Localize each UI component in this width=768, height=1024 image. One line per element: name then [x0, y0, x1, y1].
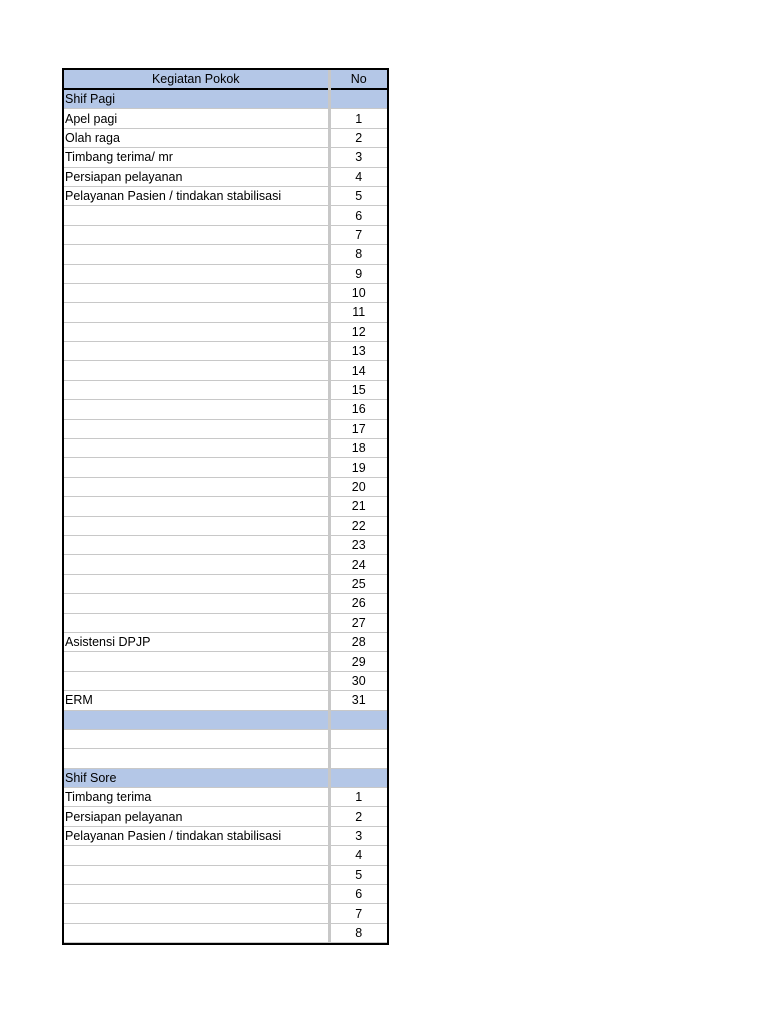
cell-kegiatan[interactable]: Persiapan pelayanan — [64, 807, 329, 826]
cell-kegiatan[interactable]: Persiapan pelayanan — [64, 167, 329, 186]
cell-no[interactable]: 26 — [329, 594, 387, 613]
cell-no[interactable]: 25 — [329, 574, 387, 593]
cell-no[interactable]: 29 — [329, 652, 387, 671]
table-row — [64, 594, 387, 613]
cell-kegiatan[interactable] — [64, 380, 329, 399]
cell-no[interactable]: 12 — [329, 322, 387, 341]
table-row — [64, 400, 387, 419]
cell-no[interactable]: 10 — [329, 283, 387, 302]
cell-kegiatan[interactable] — [64, 342, 329, 361]
table-row — [64, 458, 387, 477]
cell-no[interactable]: 7 — [329, 904, 387, 923]
cell-no[interactable] — [329, 729, 387, 748]
cell-no[interactable]: 19 — [329, 458, 387, 477]
cell-no[interactable]: 5 — [329, 865, 387, 884]
table-row — [64, 264, 387, 283]
table-row — [64, 283, 387, 302]
cell-kegiatan[interactable]: Shif Pagi — [64, 89, 329, 109]
table-row — [64, 652, 387, 671]
cell-no[interactable]: 27 — [329, 613, 387, 632]
cell-no[interactable] — [329, 89, 387, 109]
cell-kegiatan[interactable]: ERM — [64, 691, 329, 710]
table-row — [64, 807, 387, 826]
cell-no[interactable]: 17 — [329, 419, 387, 438]
cell-no[interactable]: 3 — [329, 826, 387, 845]
cell-kegiatan[interactable] — [64, 594, 329, 613]
table-row — [64, 729, 387, 748]
table-row — [64, 477, 387, 496]
cell-no[interactable]: 18 — [329, 439, 387, 458]
cell-no[interactable]: 13 — [329, 342, 387, 361]
table-row — [64, 419, 387, 438]
cell-kegiatan[interactable]: Shif Sore — [64, 768, 329, 787]
cell-kegiatan[interactable] — [64, 846, 329, 865]
cell-no[interactable]: 28 — [329, 632, 387, 651]
cell-kegiatan[interactable] — [64, 865, 329, 884]
header-no[interactable]: No — [329, 70, 387, 89]
section-row — [64, 768, 387, 787]
table-row — [64, 826, 387, 845]
cell-kegiatan[interactable] — [64, 303, 329, 322]
activity-grid — [64, 70, 387, 943]
table-row — [64, 885, 387, 904]
table-row — [64, 109, 387, 128]
cell-kegiatan[interactable]: Asistensi DPJP — [64, 632, 329, 651]
cell-kegiatan[interactable]: Apel pagi — [64, 109, 329, 128]
cell-kegiatan[interactable] — [64, 555, 329, 574]
activity-table — [62, 68, 389, 945]
table-row — [64, 380, 387, 399]
table-row — [64, 632, 387, 651]
table-row — [64, 245, 387, 264]
table-row — [64, 555, 387, 574]
cell-no[interactable]: 7 — [329, 225, 387, 244]
header-kegiatan-pokok[interactable]: Kegiatan Pokok — [64, 70, 329, 89]
cell-kegiatan[interactable] — [64, 264, 329, 283]
table-row — [64, 342, 387, 361]
cell-no[interactable]: 8 — [329, 245, 387, 264]
cell-kegiatan[interactable] — [64, 516, 329, 535]
cell-kegiatan[interactable] — [64, 400, 329, 419]
table-row — [64, 497, 387, 516]
cell-no[interactable]: 6 — [329, 885, 387, 904]
cell-no[interactable]: 31 — [329, 691, 387, 710]
cell-no[interactable]: 6 — [329, 206, 387, 225]
cell-kegiatan[interactable] — [64, 322, 329, 341]
table-row — [64, 439, 387, 458]
cell-kegiatan[interactable]: Pelayanan Pasien / tindakan stabilisasi — [64, 826, 329, 845]
header-row — [64, 70, 387, 89]
cell-kegiatan[interactable] — [64, 245, 329, 264]
table-row — [64, 846, 387, 865]
cell-kegiatan[interactable]: Timbang terima — [64, 788, 329, 807]
table-row — [64, 749, 387, 768]
cell-kegiatan[interactable] — [64, 361, 329, 380]
cell-no[interactable]: 11 — [329, 303, 387, 322]
cell-no[interactable]: 23 — [329, 535, 387, 554]
cell-no[interactable]: 2 — [329, 128, 387, 147]
cell-kegiatan[interactable] — [64, 749, 329, 768]
cell-kegiatan[interactable] — [64, 419, 329, 438]
table-row — [64, 206, 387, 225]
table-row — [64, 303, 387, 322]
cell-no[interactable]: 9 — [329, 264, 387, 283]
table-row — [64, 322, 387, 341]
cell-no[interactable]: 1 — [329, 788, 387, 807]
cell-no[interactable]: 15 — [329, 380, 387, 399]
cell-no[interactable]: 2 — [329, 807, 387, 826]
table-row — [64, 361, 387, 380]
section-row — [64, 710, 387, 729]
table-row — [64, 574, 387, 593]
cell-kegiatan[interactable]: Pelayanan Pasien / tindakan stabilisasi — [64, 186, 329, 205]
cell-kegiatan[interactable] — [64, 729, 329, 748]
cell-kegiatan[interactable] — [64, 904, 329, 923]
cell-kegiatan[interactable] — [64, 497, 329, 516]
cell-no[interactable]: 16 — [329, 400, 387, 419]
cell-kegiatan[interactable]: Olah raga — [64, 128, 329, 147]
cell-no[interactable]: 4 — [329, 167, 387, 186]
cell-no[interactable]: 3 — [329, 148, 387, 167]
table-row — [64, 167, 387, 186]
table-row — [64, 671, 387, 690]
cell-no[interactable] — [329, 768, 387, 787]
cell-kegiatan[interactable] — [64, 439, 329, 458]
cell-no[interactable]: 1 — [329, 109, 387, 128]
table-row — [64, 923, 387, 942]
cell-kegiatan[interactable] — [64, 574, 329, 593]
cell-kegiatan[interactable]: Timbang terima/ mr — [64, 148, 329, 167]
table-row — [64, 148, 387, 167]
cell-kegiatan[interactable] — [64, 458, 329, 477]
cell-no[interactable]: 24 — [329, 555, 387, 574]
table-row — [64, 788, 387, 807]
table-row — [64, 613, 387, 632]
table-row — [64, 904, 387, 923]
cell-kegiatan[interactable] — [64, 885, 329, 904]
cell-no[interactable]: 5 — [329, 186, 387, 205]
cell-kegiatan[interactable] — [64, 477, 329, 496]
cell-no[interactable]: 30 — [329, 671, 387, 690]
section-row — [64, 89, 387, 109]
cell-no[interactable] — [329, 749, 387, 768]
table-row — [64, 535, 387, 554]
table-row — [64, 225, 387, 244]
cell-no[interactable]: 8 — [329, 923, 387, 942]
cell-no[interactable] — [329, 710, 387, 729]
cell-kegiatan[interactable] — [64, 206, 329, 225]
cell-kegiatan[interactable] — [64, 710, 329, 729]
table-row — [64, 128, 387, 147]
table-row — [64, 691, 387, 710]
cell-no[interactable]: 21 — [329, 497, 387, 516]
table-row — [64, 865, 387, 884]
cell-kegiatan[interactable] — [64, 671, 329, 690]
cell-no[interactable]: 20 — [329, 477, 387, 496]
cell-kegiatan[interactable] — [64, 613, 329, 632]
cell-kegiatan[interactable] — [64, 283, 329, 302]
cell-kegiatan[interactable] — [64, 535, 329, 554]
table-row — [64, 516, 387, 535]
cell-no[interactable]: 22 — [329, 516, 387, 535]
cell-kegiatan[interactable] — [64, 225, 329, 244]
cell-kegiatan[interactable] — [64, 652, 329, 671]
cell-no[interactable]: 14 — [329, 361, 387, 380]
cell-kegiatan[interactable] — [64, 923, 329, 942]
table-row — [64, 186, 387, 205]
cell-no[interactable]: 4 — [329, 846, 387, 865]
